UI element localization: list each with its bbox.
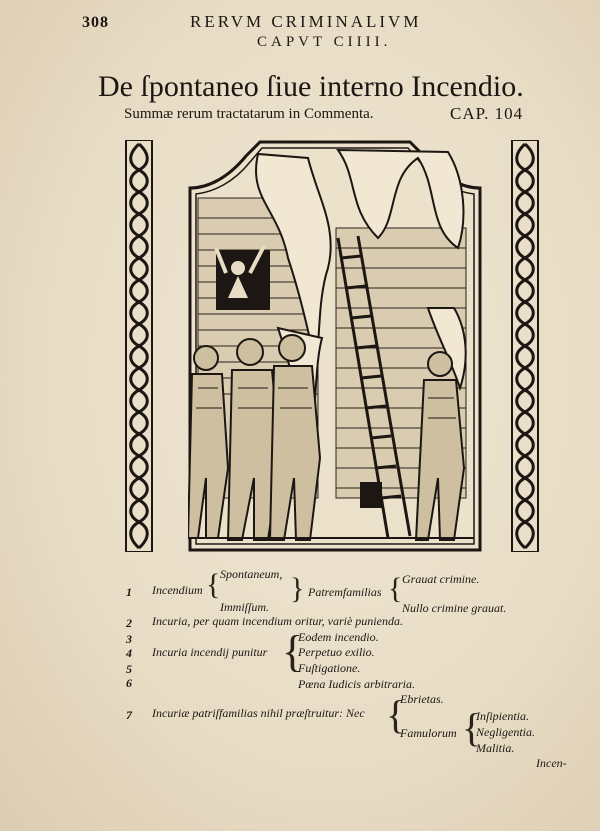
row-incuria: Incuria, per quam incendium oritur, variè punienda. — [152, 614, 403, 628]
page-subtitle: Summæ rerum tractatarum in Commenta. — [124, 106, 374, 122]
item-number: 5 — [126, 662, 132, 676]
chapter-heading: CAPVT CIIII. — [257, 34, 392, 50]
item-number: 7 — [126, 708, 132, 722]
punishment-item: Pœna Iudicis arbitraria. — [298, 677, 416, 691]
item-number: 2 — [126, 616, 132, 630]
brace-icon: { — [282, 627, 304, 676]
house-fire-woodcut-icon — [188, 138, 482, 552]
term-incuria-punitur: Incuria incendij punitur — [152, 645, 268, 659]
cause-ebrietas: Ebrietas. — [400, 692, 444, 706]
punishment-item: Perpetuo exilio. — [298, 645, 375, 659]
item-number: 4 — [126, 646, 132, 660]
brace-icon: { — [462, 705, 482, 750]
brace-icon: { — [388, 572, 403, 605]
right-ornament-border-icon — [510, 140, 540, 552]
punishment-item: Eodem incendio. — [298, 630, 379, 644]
sub-cause: Negligentia. — [476, 725, 535, 739]
brace-icon: { — [386, 692, 406, 737]
running-head: RERVM CRIMINALIVM — [190, 12, 422, 31]
term-incendium: Incendium — [152, 583, 203, 597]
left-ornament-border-icon — [124, 140, 154, 552]
brace-icon: } — [290, 572, 305, 605]
branch-immissum: Immiſſum. — [220, 600, 269, 614]
outcome-nullo: Nullo crimine grauat. — [402, 601, 507, 615]
punishment-item: Fuſtigatione. — [298, 661, 361, 675]
term-patremfamilias: Patremfamilias — [308, 585, 382, 599]
item-number: 1 — [126, 585, 132, 599]
cause-famulorum: Famulorum — [400, 726, 457, 740]
outcome-grauat: Grauat crimine. — [402, 572, 480, 586]
catchword: Incen- — [536, 756, 567, 770]
brace-icon: { — [206, 568, 221, 601]
chapter-label: CAP. 104 — [450, 104, 524, 123]
page-number: 308 — [82, 14, 109, 31]
term-incuriae-patris: Incuriæ patriſfamilias nihil præſtruitur: Nec — [152, 706, 365, 720]
branch-spontaneum: Spontaneum, — [220, 567, 283, 581]
sub-cause: Inſipientia. — [476, 709, 529, 723]
item-number: 3 — [126, 632, 132, 646]
page-title: De ſpontaneo ſiue interno Incendio. — [98, 70, 524, 103]
sub-cause: Malitia. — [476, 741, 515, 755]
item-number: 6 — [126, 676, 132, 690]
